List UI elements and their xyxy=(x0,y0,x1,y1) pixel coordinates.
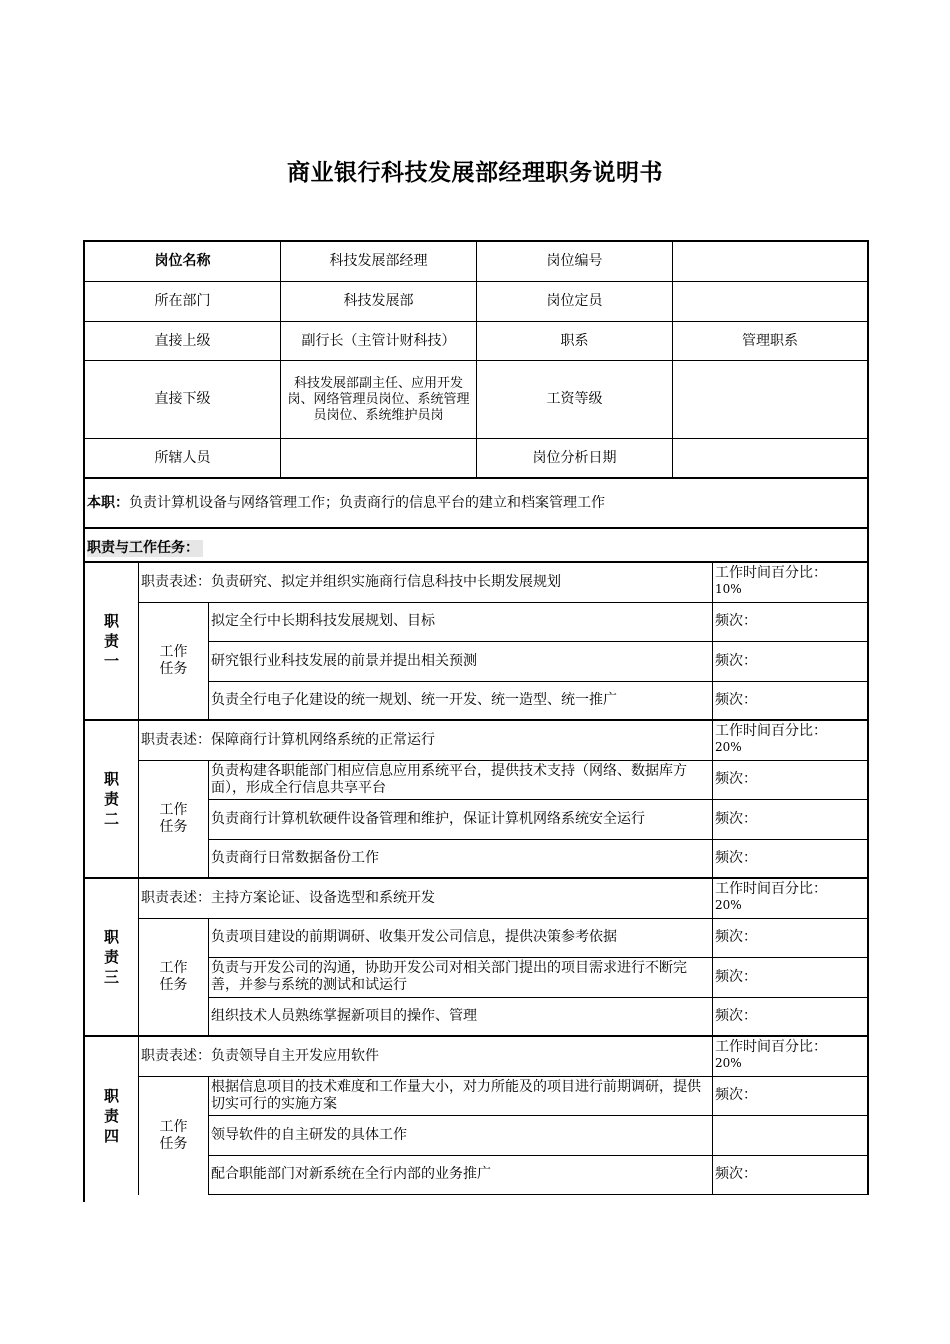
task-text: 负责构建各职能部门相应信息应用系统平台，提供技术支持（网络、数据库方面），形成全行信息共享平台 xyxy=(209,761,713,801)
task-frequency: 频次： xyxy=(713,642,869,682)
salary-value xyxy=(673,361,869,439)
duties-header-row xyxy=(85,529,869,563)
task-frequency xyxy=(713,1116,869,1156)
percentage-value: 10% xyxy=(715,582,742,596)
task-text: 研究银行业科技发展的前景并提出相关预测 xyxy=(209,642,713,682)
duty-name-label: 职责一 xyxy=(103,612,119,670)
analysis-date-value xyxy=(673,439,869,479)
duty-name-label: 职责四 xyxy=(103,1087,119,1145)
main-duty-label: 本职： xyxy=(87,494,129,511)
staffing-label: 岗位定员 xyxy=(477,282,673,322)
work-task-label: 工作任务 xyxy=(139,603,209,722)
task-text: 负责商行计算机软硬件设备管理和维护，保证计算机网络系统安全运行 xyxy=(209,800,713,840)
duty-percentage xyxy=(713,1037,869,1077)
task-text: 组织技术人员熟练掌握新项目的操作、管理 xyxy=(209,998,713,1038)
task-frequency: 频次： xyxy=(713,682,869,722)
task-text: 根据信息项目的技术难度和工作量大小，对力所能及的项目进行前期调研，提供切实可行的实施方案 xyxy=(209,1077,713,1117)
task-frequency: 频次： xyxy=(713,1156,869,1196)
staffing-value xyxy=(673,282,869,322)
superior-label: 直接上级 xyxy=(85,322,281,361)
duty-name xyxy=(85,721,139,879)
task-text: 负责全行电子化建设的统一规划、统一开发、统一造型、统一推广 xyxy=(209,682,713,722)
dept-value: 科技发展部 xyxy=(281,282,477,322)
duty-name xyxy=(85,563,139,721)
task-text: 负责商行日常数据备份工作 xyxy=(209,840,713,880)
percentage-label: 工作时间百分比： xyxy=(715,881,827,897)
task-frequency: 频次： xyxy=(713,998,869,1038)
duty-name xyxy=(85,1037,139,1195)
percentage-label: 工作时间百分比： xyxy=(715,565,827,581)
task-frequency: 频次： xyxy=(713,761,869,801)
duty-statement: 职责表述：负责研究、拟定并组织实施商行信息科技中长期发展规划 xyxy=(139,563,713,603)
task-frequency: 频次： xyxy=(713,603,869,643)
dept-label: 所在部门 xyxy=(85,282,281,322)
task-frequency: 频次： xyxy=(713,800,869,840)
work-task-label: 工作任务 xyxy=(139,761,209,880)
post-no-label: 岗位编号 xyxy=(477,242,673,282)
main-duty-row xyxy=(85,479,869,529)
personnel-label: 所辖人员 xyxy=(85,439,281,479)
duty-name-label: 职责三 xyxy=(103,928,119,986)
main-duty-text: 负责计算机设备与网络管理工作；负责商行的信息平台的建立和档案管理工作 xyxy=(129,494,605,511)
task-text: 负责与开发公司的沟通，协助开发公司对相关部门提出的项目需求进行不断完善，并参与系统的测试和试运行 xyxy=(209,958,713,998)
duties-header: 职责与工作任务： xyxy=(87,540,203,557)
post-no-value xyxy=(673,242,869,282)
work-task-label: 工作任务 xyxy=(139,919,209,1038)
percentage-label: 工作时间百分比： xyxy=(715,1039,827,1055)
duty-name-label: 职责二 xyxy=(103,770,119,828)
duty-statement: 职责表述：保障商行计算机网络系统的正常运行 xyxy=(139,721,713,761)
post-name-value: 科技发展部经理 xyxy=(281,242,477,282)
task-frequency: 频次： xyxy=(713,840,869,880)
subordinate-value: 科技发展部副主任、应用开发岗、网络管理员岗位、系统管理员岗位、系统维护员岗 xyxy=(281,361,477,439)
analysis-date-label: 岗位分析日期 xyxy=(477,439,673,479)
series-label: 职系 xyxy=(477,322,673,361)
duty-percentage xyxy=(713,721,869,761)
superior-value: 副行长（主管计财科技） xyxy=(281,322,477,361)
duty-statement: 职责表述：主持方案论证、设备选型和系统开发 xyxy=(139,879,713,919)
post-name-label: 岗位名称 xyxy=(85,242,281,282)
duty-statement: 职责表述：负责领导自主开发应用软件 xyxy=(139,1037,713,1077)
duty-percentage xyxy=(713,879,869,919)
percentage-label: 工作时间百分比： xyxy=(715,723,827,739)
work-task-label: 工作任务 xyxy=(139,1077,209,1196)
duty-name xyxy=(85,879,139,1037)
task-text: 领导软件的自主研发的具体工作 xyxy=(209,1116,713,1156)
personnel-value xyxy=(281,439,477,479)
task-text: 配合职能部门对新系统在全行内部的业务推广 xyxy=(209,1156,713,1196)
task-text: 拟定全行中长期科技发展规划、目标 xyxy=(209,603,713,643)
series-value: 管理职系 xyxy=(673,322,869,361)
task-text: 负责项目建设的前期调研、收集开发公司信息，提供决策参考依据 xyxy=(209,919,713,959)
task-frequency: 频次： xyxy=(713,958,869,998)
percentage-value: 20% xyxy=(715,740,742,754)
percentage-value: 20% xyxy=(715,1056,742,1070)
document-title: 商业银行科技发展部经理职务说明书 xyxy=(287,160,663,186)
percentage-value: 20% xyxy=(715,898,742,912)
subordinate-label: 直接下级 xyxy=(85,361,281,439)
task-frequency: 频次： xyxy=(713,1077,869,1117)
job-description-table xyxy=(83,240,869,1202)
task-frequency: 频次： xyxy=(713,919,869,959)
salary-label: 工资等级 xyxy=(477,361,673,439)
duty-percentage xyxy=(713,563,869,603)
